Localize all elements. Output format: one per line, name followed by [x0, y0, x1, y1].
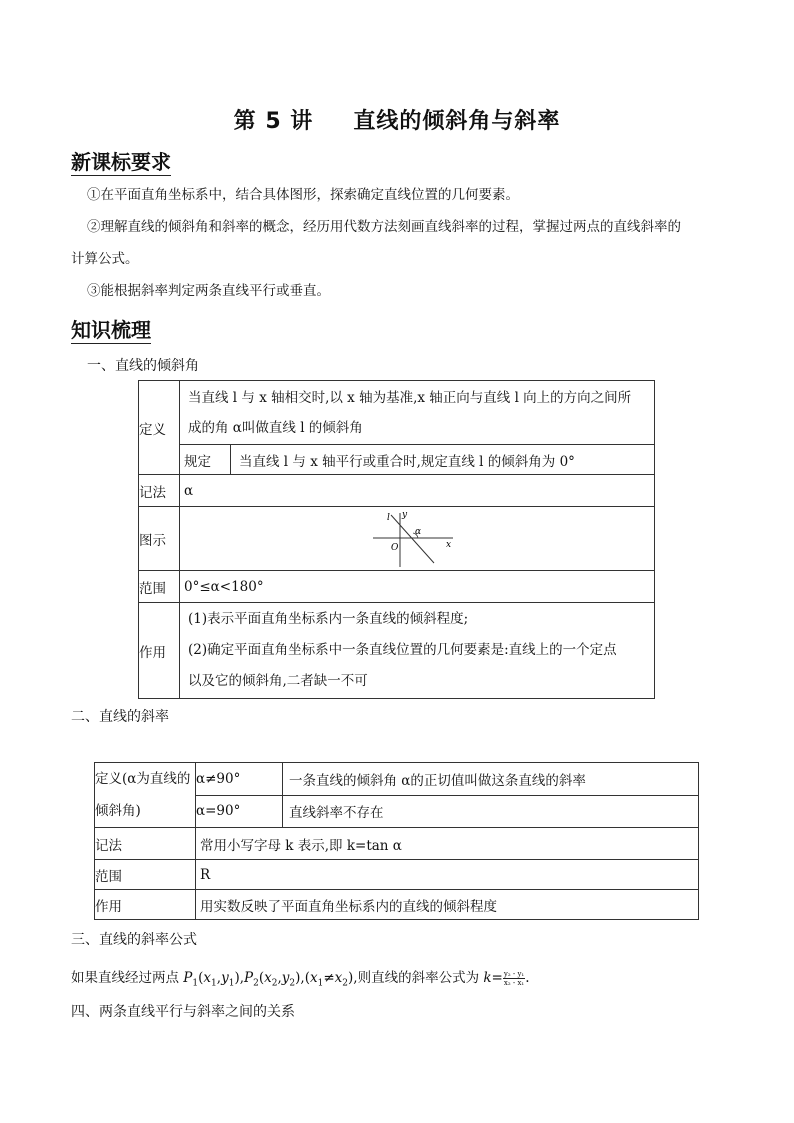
subheading-inclination: 一、直线的倾斜角 [87, 358, 199, 374]
subheading-slope-formula: 三、直线的斜率公式 [71, 932, 197, 948]
range-value: 0°≤α<180° [180, 571, 655, 603]
use-text: (1)表示平面直角坐标系内一条直线的倾斜程度; (2)确定平面直角坐标系中一条直线位置的几何要素是:直线上的一个定点 以及它的倾斜角,二者缺一不可 [180, 603, 655, 699]
label-origin: O [391, 542, 399, 553]
slope-range-value: R [196, 860, 699, 890]
slope-range-label: 范围 [95, 860, 196, 890]
rule-label: 规定 [180, 445, 231, 475]
section-heading-knowledge: 知识梳理 [71, 318, 151, 342]
standard-item-2-cont: 计算公式。 [71, 251, 139, 267]
notation-value: α [180, 475, 655, 507]
slope-fraction: $\frac{\text{y₂ - y₁}}{\text{x₂ - x₁}}$ [503, 970, 525, 987]
page-title: 第 5 讲 直线的倾斜角与斜率 [233, 109, 561, 134]
figure-cell [180, 507, 655, 571]
slope-formula-line: 如果直线经过两点 $P_1(x_1,y_1),P_2(x_2,y_2),(x_1\ne x_2)$,则直线的斜率公式为 k= $\frac{\text{y₂ - y₁}}{\text{x₂ - x₁}}$ . [71, 970, 530, 989]
use-label: 作用 [139, 603, 180, 699]
label-y: y [402, 509, 408, 520]
slope-def-text-2: 直线斜率不存在 [283, 795, 699, 828]
def-label: 定义 [139, 381, 180, 475]
section-heading-standards: 新课标要求 [71, 150, 171, 174]
formula-k: k= [483, 970, 503, 986]
slope-def-label: 定义(α为直线的 倾斜角) [95, 763, 196, 828]
subheading-parallel: 四、两条直线平行与斜率之间的关系 [71, 1004, 295, 1020]
def-text: 当直线 l 与 x 轴相交时,以 x 轴为基准,x 轴正向与直线 l 向上的方向之间所 成的角 α叫做直线 l 的倾斜角 [180, 381, 655, 445]
slope-use-value: 用实数反映了平面直角坐标系内的直线的倾斜程度 [196, 890, 699, 920]
notation-label: 记法 [139, 475, 180, 507]
standard-item-2: ②理解直线的倾斜角和斜率的概念，经历用代数方法刻画直线斜率的过程，掌握过两点的直线斜率的 [87, 219, 681, 235]
range-label: 范围 [139, 571, 180, 603]
label-l: l [387, 512, 390, 523]
standards-list [71, 179, 731, 307]
inclination-figure [368, 509, 488, 569]
slope-table [94, 762, 699, 920]
slope-notation-label: 记法 [95, 828, 196, 860]
slope-use-label: 作用 [95, 890, 196, 920]
slope-notation-value: 常用小写字母 k 表示,即 k=tan α [196, 828, 699, 860]
subheading-slope: 二、直线的斜率 [71, 709, 169, 725]
label-alpha: α [415, 526, 422, 537]
inclination-table [138, 380, 655, 699]
figure-label: 图示 [139, 507, 180, 571]
inclined-line [391, 515, 434, 563]
rule-text: 当直线 l 与 x 轴平行或重合时,规定直线 l 的倾斜角为 0° [231, 445, 655, 475]
standard-item-3: ③能根据斜率判定两条直线平行或垂直。 [87, 283, 330, 299]
slope-cond-1: α≠90° [196, 763, 283, 796]
slope-def-text-1: 一条直线的倾斜角 α的正切值叫做这条直线的斜率 [283, 763, 699, 796]
slope-cond-2: α=90° [196, 795, 283, 828]
standard-item-1: ①在平面直角坐标系中，结合具体图形，探索确定直线位置的几何要素。 [87, 187, 519, 203]
label-x: x [446, 539, 452, 550]
